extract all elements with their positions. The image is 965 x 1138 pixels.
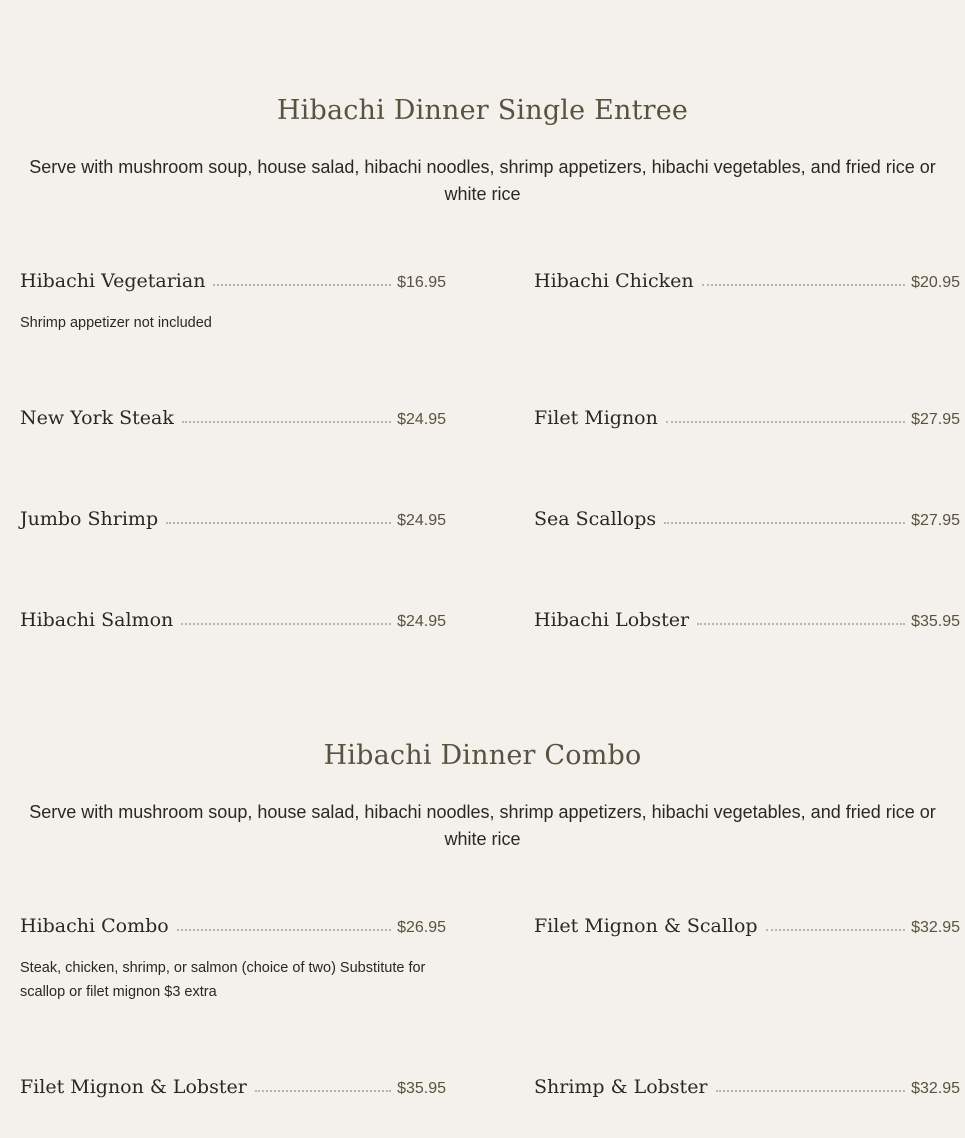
menu-item-hibachi-combo [20, 915, 446, 937]
dot-leader [255, 1089, 391, 1092]
item-note-hibachi-vegetarian: Shrimp appetizer not included [20, 315, 212, 331]
item-price: $24.95 [397, 613, 446, 630]
section-description-combo: Serve with mushroom soup, house salad, hibachi noodles, shrimp appetizers, hibachi vegetables, and fried rice or white rice [29, 802, 936, 849]
dot-leader [182, 420, 391, 423]
item-name: Shrimp & Lobster [534, 1076, 708, 1098]
item-price: $20.95 [911, 274, 960, 291]
item-name: Hibachi Lobster [534, 609, 690, 631]
menu-item-hibachi-vegetarian [20, 270, 446, 292]
item-name: Sea Scallops [534, 508, 657, 530]
menu-item-shrimp-lobster [534, 1076, 960, 1098]
item-price: $32.95 [911, 1080, 960, 1097]
item-name: Filet Mignon & Lobster [20, 1076, 247, 1098]
menu-item-filet-mignon [534, 407, 960, 429]
section-description-single-entree: Serve with mushroom soup, house salad, hibachi noodles, shrimp appetizers, hibachi vegetables, and fried rice or white rice [29, 157, 936, 204]
item-name: Filet Mignon & Scallop [534, 915, 758, 937]
dot-leader [181, 622, 391, 625]
item-price: $16.95 [397, 274, 446, 291]
dot-leader [666, 420, 905, 423]
item-name: New York Steak [20, 407, 174, 429]
item-name: Jumbo Shrimp [20, 508, 159, 530]
item-price: $35.95 [911, 613, 960, 630]
item-price: $32.95 [911, 919, 960, 936]
dot-leader [697, 622, 905, 625]
dot-leader [664, 521, 905, 524]
item-price: $35.95 [397, 1080, 446, 1097]
section-title-single-entree: Hibachi Dinner Single Entree [276, 95, 689, 126]
menu-item-sea-scallops [534, 508, 960, 530]
item-price: $26.95 [397, 919, 446, 936]
item-name: Hibachi Chicken [534, 270, 694, 292]
dot-leader [716, 1089, 906, 1092]
menu-item-jumbo-shrimp [20, 508, 446, 530]
menu-item-filet-mignon-lobster [20, 1076, 446, 1098]
menu-item-hibachi-lobster [534, 609, 960, 631]
menu-item-hibachi-salmon [20, 609, 446, 631]
menu-item-filet-mignon-scallop [534, 915, 960, 937]
section-title-combo: Hibachi Dinner Combo [323, 740, 642, 771]
item-note-hibachi-combo: Steak, chicken, shrimp, or salmon (choice of two) Substitute for scallop or filet mignon $3 extra [20, 960, 426, 1000]
item-price: $24.95 [397, 411, 446, 428]
item-name: Filet Mignon [534, 407, 658, 429]
dot-leader [166, 521, 391, 524]
item-price: $27.95 [911, 411, 960, 428]
item-name: Hibachi Vegetarian [20, 270, 206, 292]
dot-leader [702, 283, 905, 286]
menu-item-new-york-steak [20, 407, 446, 429]
menu-item-hibachi-chicken [534, 270, 960, 292]
item-price: $27.95 [911, 512, 960, 529]
item-name: Hibachi Combo [20, 915, 169, 937]
dot-leader [177, 928, 391, 931]
item-name: Hibachi Salmon [20, 609, 174, 631]
dot-leader [766, 928, 905, 931]
item-price: $24.95 [397, 512, 446, 529]
dot-leader [213, 283, 391, 286]
